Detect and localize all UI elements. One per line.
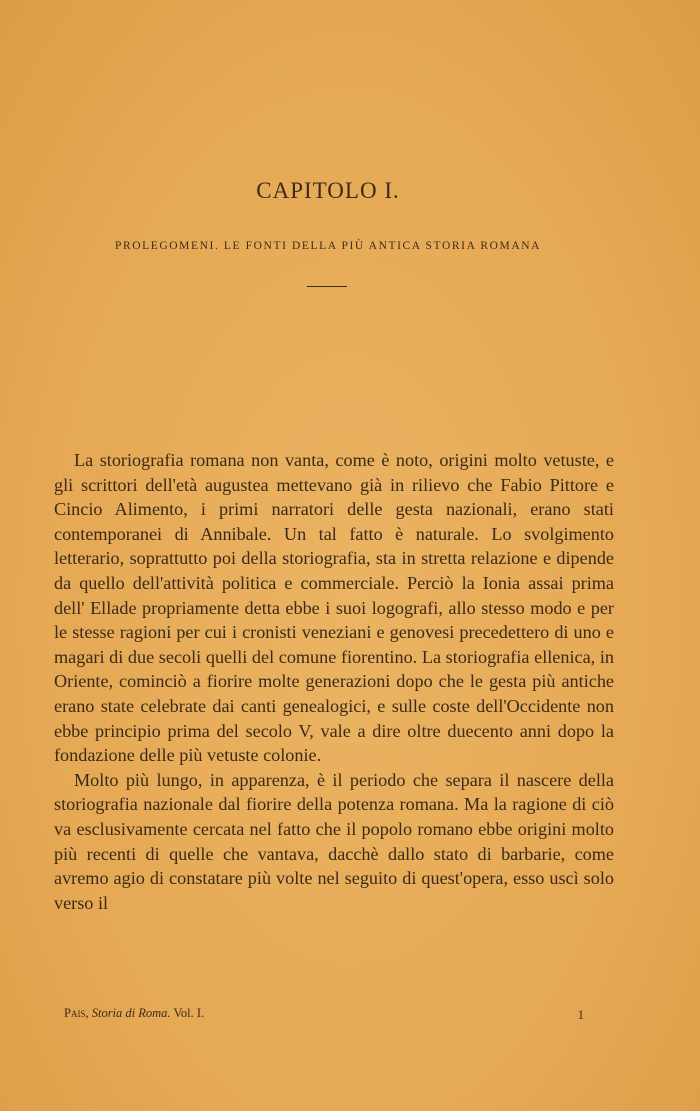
footer-volume: Vol. I. [173, 1006, 205, 1020]
body-text [54, 448, 614, 915]
paragraph-1: La storiografia romana non vanta, come è noto, origini molto vetuste, e gli scrittori dell'età augustea mettevano già in rilievo che Fabio Pittore e Cincio Alimento, i primi narratori delle gesta nazionali, erano stati contemporanei di Annibale. Un tal fatto è naturale. Lo svolgimento letterario, soprattutto poi della storiografia, sta in stretta relazione e dipende da quello dell'attività politica e commerciale. Perciò la Ionia assai prima dell' Ellade propriamente detta ebbe i suoi logografi, allo stesso modo e per le stesse ragioni per cui i cronisti veneziani e genovesi precedettero di uno e magari di due secoli quelli del comune fiorentino. La storiografia ellenica, in Oriente, cominciò a fiorire molte generazioni dopo che le gesta più antiche erano state celebrate dai canti genealogici, e sulle coste dell'Occidente non ebbe principio prima del secolo V, vale a dire oltre duecento anni dopo la fondazione delle più vetuste colonie. [54, 450, 614, 766]
footer-author: Pais, [64, 1006, 89, 1020]
chapter-subtitle: PROLEGOMENI. LE FONTI DELLA PIÙ ANTICA STORIA ROMANA [114, 240, 542, 252]
page-number: 1 [577, 1008, 584, 1022]
chapter-title: CAPITOLO I. [256, 178, 400, 203]
footer-work-title: Storia di Roma. [91, 1006, 171, 1020]
paragraph-2: Molto più lungo, in apparenza, è il periodo che separa il nascere della storiografia nazionale dal fiorire della potenza romana. Ma la ragione di ciò va esclusivamente cercata nel fatto che il popolo romano ebbe origini molto più recenti di quelle che vantava, dacchè dallo stato di barbarie, come avremo agio di constatare più volte nel seguito di quest'opera, esso uscì solo verso il [54, 769, 614, 913]
footer-signature [64, 1006, 204, 1021]
title-divider [307, 286, 347, 287]
